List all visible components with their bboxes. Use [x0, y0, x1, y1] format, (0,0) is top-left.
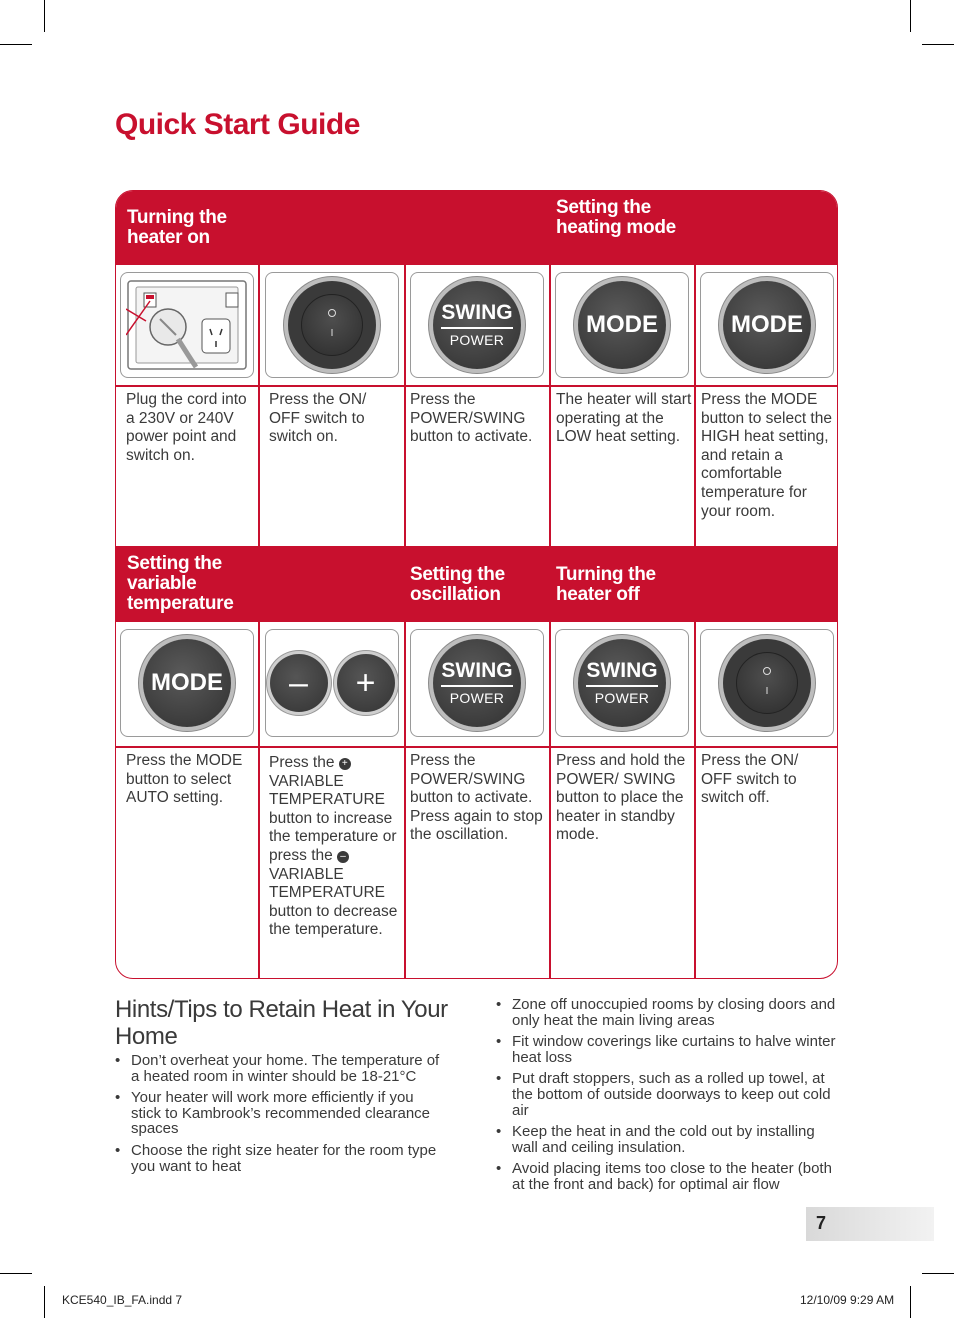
- mode-button-image: [120, 629, 254, 737]
- crop-mark: [922, 44, 954, 45]
- header-variable-temp: Setting the variable temperature: [127, 553, 234, 614]
- step-description: Press the ON/ OFF switch to switch on.: [269, 391, 367, 446]
- minus-icon: –: [337, 851, 349, 863]
- swing-power-button-image: [410, 272, 544, 378]
- page-number: 7: [816, 1213, 827, 1233]
- list-item: • Your heater will work more efficiently if you stick to Kambrook’s recommended clearance spaces: [115, 1090, 445, 1137]
- mode-button-image: [700, 272, 834, 378]
- power-point-image: [120, 272, 254, 378]
- list-item: • Avoid placing items too close to the heater (both at the front and back) for optimal air flow: [496, 1161, 844, 1192]
- list-item: • Don’t overheat your home. The temperature of a heated room in winter should be 18-21°C: [115, 1053, 445, 1084]
- crop-mark: [0, 1273, 32, 1274]
- minus-icon: –: [270, 654, 328, 712]
- crop-mark: [922, 1273, 954, 1274]
- swing-power-button-icon: SWING POWER: [578, 639, 666, 727]
- plus-icon: +: [339, 758, 351, 770]
- list-item: • Keep the heat in and the cold out by installing wall and ceiling insulation.: [496, 1124, 844, 1155]
- step-description: Press the POWER/SWING button to activate. Press again to stop the oscillation.: [410, 752, 543, 844]
- step-description: The heater will start operating at the LOW heat setting.: [556, 391, 692, 446]
- step-description: Press the POWER/SWING button to activate.: [410, 391, 533, 446]
- column-divider: [694, 191, 696, 979]
- rocker-switch-icon: [288, 281, 376, 369]
- quick-start-grid: [115, 190, 838, 979]
- on-off-switch-image: [700, 629, 834, 737]
- crop-mark: [44, 0, 45, 32]
- row-divider: [116, 385, 837, 387]
- step-description: Press the + VARIABLE TEMPERATURE button to increase the temperature or press the –VARIABLE TEMPERATURE button to decrease the temperature.: [269, 754, 398, 939]
- row-divider: [116, 746, 837, 748]
- swing-power-button-icon: SWING POWER: [433, 639, 521, 727]
- variable-temperature-buttons-image: [265, 629, 399, 737]
- step-description: Press the MODE button to select AUTO setting.: [126, 752, 243, 807]
- page-title: Quick Start Guide: [115, 108, 360, 141]
- plus-icon: +: [337, 654, 395, 712]
- list-item: • Zone off unoccupied rooms by closing doors and only heat the main living areas: [496, 997, 844, 1028]
- power-point-plug-icon: [126, 279, 248, 371]
- list-item: • Choose the right size heater for the room type you want to heat: [115, 1143, 445, 1174]
- column-divider: [258, 191, 260, 979]
- mode-button-image: [555, 272, 689, 378]
- list-item: • Fit window coverings like curtains to halve winter heat loss: [496, 1034, 844, 1065]
- crop-mark: [44, 1286, 45, 1318]
- crop-mark: [910, 0, 911, 32]
- column-divider: [549, 191, 551, 979]
- header-heating-mode: Setting the heating mode: [556, 197, 676, 238]
- hints-title: Hints/Tips to Retain Heat in Your Home: [115, 996, 448, 1050]
- header-turning-off: Turning the heater off: [556, 564, 656, 605]
- swing-power-button-icon: SWING POWER: [433, 281, 521, 369]
- crop-mark: [0, 44, 32, 45]
- header-oscillation: Setting the oscillation: [410, 564, 505, 605]
- mode-button-icon: MODE: [578, 281, 666, 369]
- mode-button-icon: MODE: [143, 639, 231, 727]
- hints-list-left: [115, 1053, 445, 1180]
- footer-file: KCE540_IB_FA.indd 7: [62, 1293, 183, 1307]
- on-off-switch-image: [265, 272, 399, 378]
- swing-power-button-image: [555, 629, 689, 737]
- hints-list-right: [496, 997, 844, 1199]
- swing-power-button-image: [410, 629, 544, 737]
- list-item: • Put draft stoppers, such as a rolled up towel, at the bottom of outside doorways to keep out cold air: [496, 1071, 844, 1118]
- rocker-switch-icon: [723, 639, 811, 727]
- step-description: Press the ON/ OFF switch to switch off.: [701, 752, 799, 807]
- column-divider: [404, 191, 406, 979]
- footer-date: 12/10/09 9:29 AM: [800, 1293, 895, 1307]
- crop-mark: [910, 1286, 911, 1318]
- step-description: Press and hold the POWER/ SWING button to place the heater in standby mode.: [556, 752, 686, 844]
- step-description: Plug the cord into a 230V or 240V power point and switch on.: [126, 391, 247, 464]
- header-turning-on: Turning the heater on: [127, 207, 227, 248]
- step-description: Press the MODE button to select the HIGH heat setting, and retain a comfortable temperature for your room.: [701, 391, 832, 520]
- mode-button-icon: MODE: [723, 281, 811, 369]
